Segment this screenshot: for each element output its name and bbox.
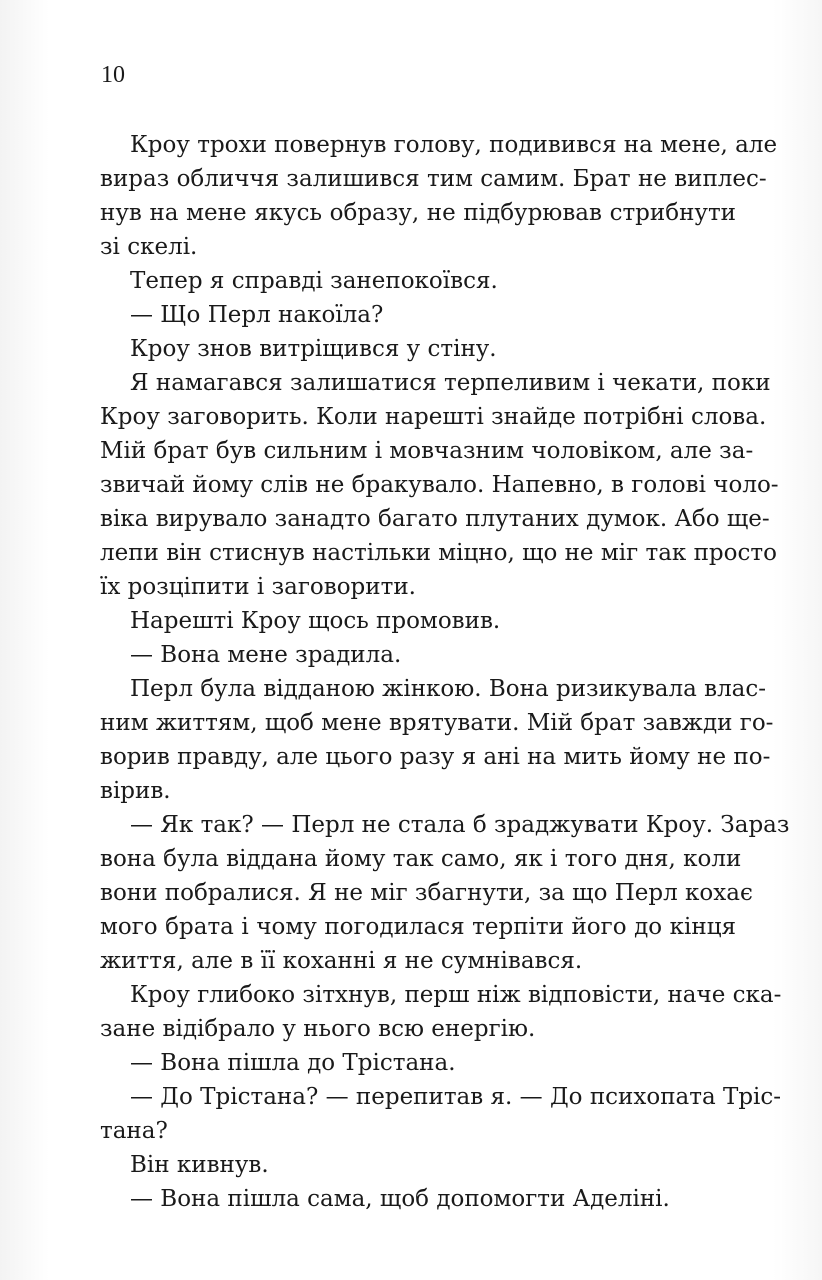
- text-line: ворив правду, але цього разу я ані на мить йому не по-: [100, 744, 771, 770]
- text-line: зі скелі.: [100, 234, 198, 260]
- text-line: Кроу трохи повернув голову, подивився на мене, але: [130, 132, 778, 158]
- text-line: Нарешті Кроу щось промовив.: [130, 608, 501, 634]
- text-line: Кроу заговорить. Коли нарешті знайде потрібні слова.: [100, 404, 767, 430]
- text-line: Тепер я справді занепокоївся.: [130, 268, 498, 294]
- text-line: вираз обличчя залишився тим самим. Брат не виплес-: [100, 166, 767, 192]
- text-line: ним життям, щоб мене врятувати. Мій брат завжди го-: [100, 710, 774, 736]
- text-line: Мій брат був сильним і мовчазним чоловіком, але за-: [100, 438, 754, 464]
- text-line: Він кивнув.: [130, 1152, 269, 1178]
- dialogue-line: — Що Перл накоїла?: [130, 302, 384, 328]
- dialogue-line: — До Трістана? — перепитав я. — До психопата Тріс-: [130, 1084, 782, 1110]
- body-text: [100, 128, 790, 1216]
- text-line: їх розціпити і заговорити.: [100, 574, 416, 600]
- dialogue-line: — Вона пішла до Трістана.: [130, 1050, 456, 1076]
- text-line: Кроу глибоко зітхнув, перш ніж відповісти, наче ска-: [130, 982, 782, 1008]
- text-line: вони побралися. Я не міг збагнути, за що Перл кохає: [100, 880, 753, 906]
- text-line: звичай йому слів не бракувало. Напевно, в голові чоло-: [100, 472, 779, 498]
- text-line: тана?: [100, 1118, 168, 1144]
- text-line: вона була віддана йому так само, як і того дня, коли: [100, 846, 742, 872]
- page-number: 10: [101, 62, 125, 88]
- text-line: віка вирувало занадто багато плутаних думок. Або ще-: [100, 506, 770, 532]
- text-line: Я намагався залишатися терпеливим і чекати, поки: [130, 370, 771, 396]
- dialogue-line: — Вона пішла сама, щоб допомогти Аделіні.: [130, 1186, 670, 1212]
- text-line: життя, але в її коханні я не сумнівався.: [100, 948, 583, 974]
- text-line: вірив.: [100, 778, 171, 804]
- text-line: лепи він стиснув настільки міцно, що не міг так просто: [100, 540, 777, 566]
- text-line: Кроу знов витріщився у стіну.: [130, 336, 497, 362]
- text-line: Перл була відданою жінкою. Вона ризикувала влас-: [130, 676, 767, 702]
- text-line: нув на мене якусь образу, не підбурював стрибнути: [100, 200, 736, 226]
- dialogue-line: — Вона мене зрадила.: [130, 642, 402, 668]
- text-line: мого брата і чому погодилася терпіти його до кінця: [100, 914, 736, 940]
- text-line: зане відібрало у нього всю енергію.: [100, 1016, 536, 1042]
- dialogue-line: — Як так? — Перл не стала б зраджувати Кроу. Зараз: [130, 812, 790, 838]
